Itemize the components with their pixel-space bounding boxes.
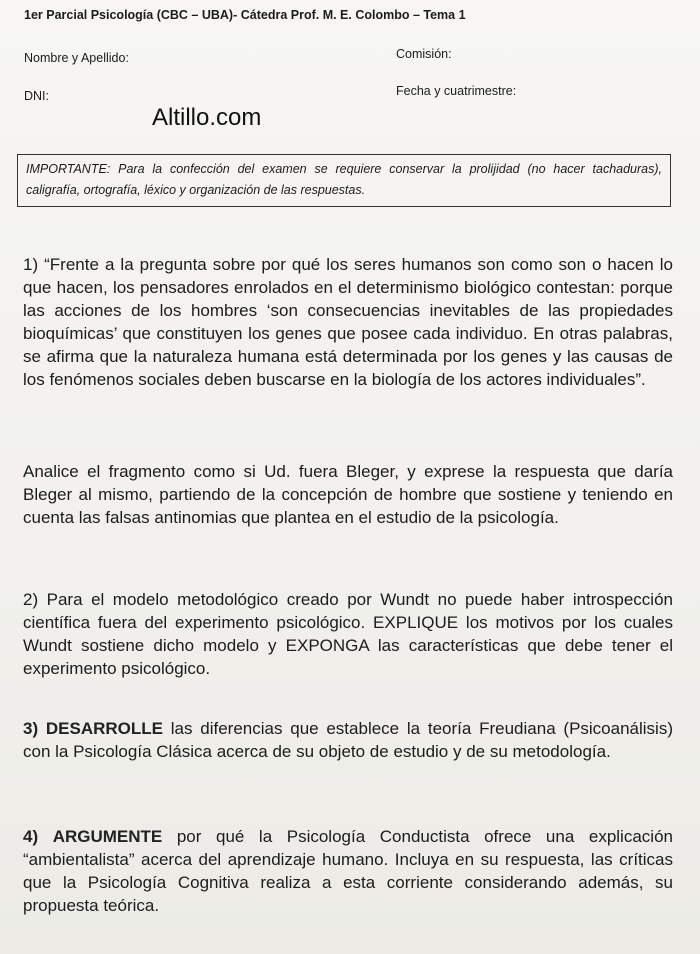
question-text: por qué la Psicología Conductista ofrece una explicación “ambientalista” acerca del aprendizaje humano. Incluya en su respuesta, las críticas que la Psicología Cognitiva realiza a esta corriente considerando además, su propuesta teórica. (23, 827, 673, 915)
question-number: 4) (23, 827, 39, 846)
question-number: 1) (23, 255, 39, 274)
important-notice: IMPORTANTE: Para la confección del examen se requiere conservar la prolijidad (no hacer tachaduras), caligrafía, ortografía, léxico y organización de las respuestas. (17, 154, 671, 207)
commission-field-label: Comisión: (396, 47, 452, 61)
name-field-label: Nombre y Apellido: (24, 51, 129, 65)
question-text: Para el modelo metodológico creado por Wundt no puede haber introspección científica fuera del experimento psicológico. EXPLIQUE los motivos por los cuales Wundt sostiene dicho modelo y EXPONGA las características que debe tener el experimento psicológico. (23, 590, 673, 678)
date-field-label: Fecha y cuatrimestre: (396, 84, 517, 98)
question-2 (23, 588, 673, 680)
question-1 (23, 253, 673, 391)
question-3 (23, 717, 673, 763)
question-text: “Frente a la pregunta sobre por qué los seres humanos son como son o hacen lo que hacen, los pensadores enrolados en el determinismo biológico contestan: porque las acciones de los hombres ‘son consecuencias inevitables de las propiedades bioquímicas’ que constituyen los genes que posee cada individuo. En otras palabras, se afirma que la naturaleza humana está determinada por los genes y las causas de los fenómenos sociales deben buscarse en la biología de los actores individuales”. (23, 255, 673, 389)
dni-field-label: DNI: (24, 89, 49, 103)
question-keyword: DESARROLLE (45, 719, 164, 738)
question-keyword: ARGUMENTE (52, 827, 163, 846)
question-number: 3) (23, 719, 39, 738)
question-1-instruction: Analice el fragmento como si Ud. fuera Bleger, y exprese la respuesta que daría Bleger al mismo, partiendo de la concepción de hombre que sostiene y teniendo en cuenta las falsas antinomias que plantea en el estudio de la psicología. (23, 462, 673, 527)
question-4 (23, 825, 673, 917)
watermark: Altillo.com (152, 104, 262, 131)
question-number: 2) (23, 590, 39, 609)
question-text: las diferencias que establece la teoría Freudiana (Psicoanálisis) con la Psicología Clásica acerca de su objeto de estudio y de su metodología. (23, 719, 673, 761)
exam-title: 1er Parcial Psicología (CBC – UBA)- Cátedra Prof. M. E. Colombo – Tema 1 (24, 8, 466, 22)
